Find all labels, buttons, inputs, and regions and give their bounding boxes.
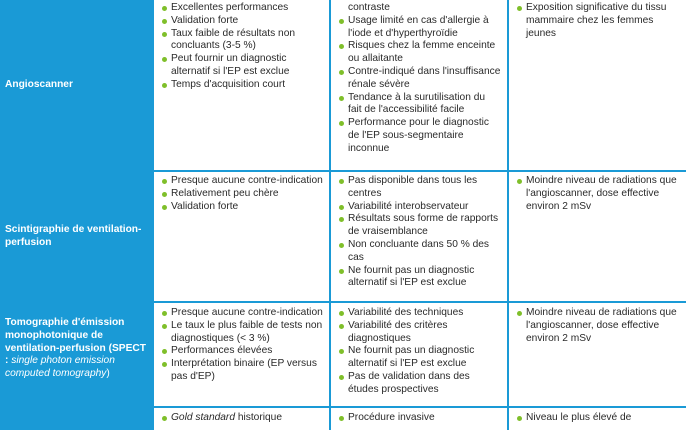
cell-advantages-angioscanner (154, 0, 329, 170)
list-item: Tendance à la surutilisation du fait de l'accessibilité facile (339, 92, 501, 118)
list-item: Usage limité en cas d'allergie à l'iode et d'hyperthyroïdie (339, 15, 501, 41)
cell-radiation-angioscanner (509, 0, 686, 170)
list-item: Variabilité des critères diagnostiques (339, 320, 501, 346)
list-item: Non concluante dans 50 % des cas (339, 239, 501, 265)
cell-advantages-angiography (154, 408, 329, 430)
list-item: Presque aucune contre-indication (162, 175, 323, 188)
cell-radiation-scintigraphie (509, 172, 686, 301)
cell-advantages-spect (154, 303, 329, 406)
row-header-angioscanner: Angioscanner (0, 0, 152, 170)
cell-disadvantages-spect (331, 303, 507, 406)
list-item: Procédure invasive (339, 412, 501, 425)
list-item: Le taux le plus faible de tests non diagnostiques (< 3 %) (162, 320, 323, 346)
list-item: Excellentes performances (162, 2, 323, 15)
list-item: Gold standard historique (162, 412, 323, 425)
spect-close: ) (106, 368, 110, 380)
list-item: Performances élevées (162, 345, 323, 358)
list-item: Performance pour le diagnostic de l'EP sous-segmentaire inconnue (339, 117, 501, 155)
list-item: Variabilité des techniques (339, 307, 501, 320)
list-item: Pas de validation dans des études prospectives (339, 371, 501, 397)
list-item: Exposition significative du tissu mammaire chez les femmes jeunes (517, 2, 680, 40)
list-item: Validation forte (162, 15, 323, 28)
list-item: Ne fournit pas un diagnostic alternatif si l'EP est exclue (339, 345, 501, 371)
list-item: Presque aucune contre-indication (162, 307, 323, 320)
list-item: Variabilité interobservateur (339, 201, 501, 214)
cell-advantages-scintigraphie (154, 172, 329, 301)
list-item-continued: contraste (348, 2, 390, 13)
spect-abbr: (SPECT : (5, 342, 146, 367)
list-item: Risques chez la femme enceinte ou allaitante (339, 40, 501, 66)
spect-title: Tomographie d'émission monophotonique de ventilation-perfusion (5, 317, 125, 354)
list-item: Pas disponible dans tous les centres (339, 175, 501, 201)
row-header-spect (0, 303, 152, 406)
row-header-scintigraphie: Scintigraphie de ventilation-perfusion (0, 172, 152, 301)
list-item: Peut fournir un diagnostic alternatif si l'EP est exclue (162, 53, 323, 79)
list-item: Moindre niveau de radiations que l'angioscanner, dose effective environ 2 mSv (517, 307, 680, 345)
list-item: Contre-indiqué dans l'insuffisance rénale sévère (339, 66, 501, 92)
spect-expansion: single photon emission computed tomography (5, 355, 115, 380)
list-item: Ne fournit pas un diagnostic alternatif si l'EP est exclue (339, 265, 501, 291)
list-item: Validation forte (162, 201, 323, 214)
list-item: Interprétation binaire (EP versus pas d'EP) (162, 358, 323, 384)
list-item: Moindre niveau de radiations que l'angioscanner, dose effective environ 2 mSv (517, 175, 680, 213)
cell-radiation-angiography (509, 408, 686, 430)
row-header-angiography (0, 408, 152, 430)
cell-radiation-spect (509, 303, 686, 406)
cell-disadvantages-angiography (331, 408, 507, 430)
list-item: Relativement peu chère (162, 188, 323, 201)
cell-disadvantages-angioscanner (331, 0, 507, 170)
cell-disadvantages-scintigraphie (331, 172, 507, 301)
list-item: Taux faible de résultats non concluants (3-5 %) (162, 28, 323, 54)
list-item: Résultats sous forme de rapports de vraisemblance (339, 213, 501, 239)
list-item: Temps d'acquisition court (162, 79, 323, 92)
list-item: Niveau le plus élevé de (517, 412, 680, 425)
